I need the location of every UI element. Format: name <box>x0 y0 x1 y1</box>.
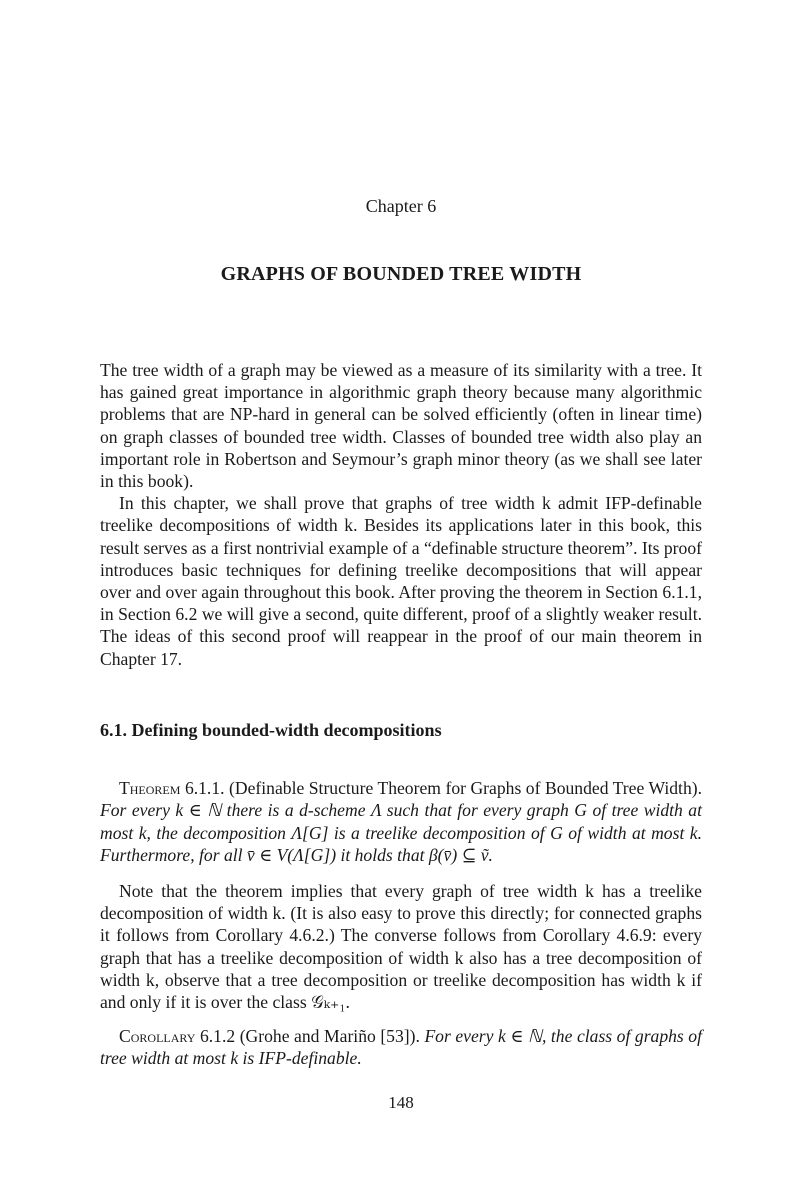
page-number: 148 <box>388 1093 414 1112</box>
intro-paragraph-1: The tree width of a graph may be viewed as a measure of its similarity with a tree. It has gained great importance in algorithmic graph theory because many algorithmic problems that are NP-hard in general can be solved efficiently (often in linear time) on graph classes of bounded tree width. Classes of bounded tree width also play an important role in Robertson and Seymour’s graph minor theory (as we shall see later in this book). <box>100 360 702 492</box>
theorem-statement: For every k ∈ ℕ there is a d-scheme Λ such that for every graph G of tree width at most k, the decomposition Λ[G] is a treelike decomposition of G of width at most k. Furthermore, for all v̄ ∈ V(Λ[G]) it holds that β(v̄) ⊆ ṽ. <box>100 800 702 866</box>
theorem-number: 6.1.1. <box>184 778 225 798</box>
corollary-citation: (Grohe and Mariño [53]). <box>239 1026 420 1046</box>
corollary-label: Corollary <box>119 1026 196 1046</box>
note-paragraph: Note that the theorem implies that every graph of tree width k has a treelike decomposition of width k. (It is also easy to prove this directly; for connected graphs it follows from Corollary 4.6.2.) The converse follows from Corollary 4.6.9: every graph that has a treelike decomposition of width k also has a tree decomposition of width k, observe that a tree decomposition or treelike decomposition has width k if and only if it is over the class 𝒢ₖ₊₁. <box>100 881 702 1013</box>
theorem-block <box>100 777 702 867</box>
chapter-title: GRAPHS OF BOUNDED TREE WIDTH <box>220 263 582 285</box>
theorem-label: Theorem <box>119 778 181 798</box>
chapter-label: Chapter 6 <box>365 196 437 216</box>
intro-paragraph-2: In this chapter, we shall prove that graphs of tree width k admit IFP-definable treelike decompositions of width k. Besides its applications later in this book, this result serves as a first nontrivial example of a “definable structure theorem”. Its proof introduces basic techniques for defining treelike decompositions that will appear over and over again throughout this book. After proving the theorem in Section 6.1.1, in Section 6.2 we will give a second, quite different, proof of a slightly weaker result. The ideas of this second proof will reappear in the proof of our main theorem in Chapter 17. <box>100 493 702 669</box>
corollary-block <box>100 1025 702 1070</box>
intro-text <box>100 359 702 670</box>
section-heading: 6.1. Defining bounded-width decompositions <box>100 720 442 740</box>
corollary-number: 6.1.2 <box>199 1026 236 1046</box>
corollary-statement: For every k ∈ ℕ, the class of graphs of tree width at most k is IFP-definable. <box>100 1026 702 1069</box>
theorem-title: (Definable Structure Theorem for Graphs of Bounded Tree Width). <box>229 778 703 798</box>
